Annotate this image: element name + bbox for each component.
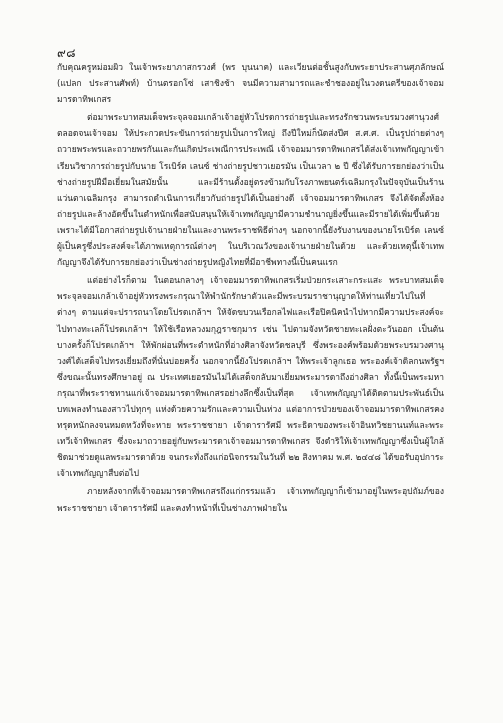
body-text <box>57 60 444 517</box>
paragraph-aftermath: ภายหลังจากที่เจ้าจอมมารดาทิพเกสรถึงแก่กรรมแล้ว เจ้าเทพกัญญาก็เข้ามาอยู่ในพระอุปถัมภ์ของพระราชชายา เจ้าดารารัศมี และคงทำหน้าที่เป็นช่างภาพฝ่ายใน <box>57 487 444 514</box>
paragraph-illness: แต่อย่างไรก็ตาม ในตอนกลางๆ เจ้าจอมมารดาทิพเกสรเริ่มป่วยกระเสาะกระแสะ พระบาทสมเด็จพระจุลจอมเกล้าเจ้าอยู่หัวทรงพระกรุณาให้พำนักรักษาตัวและมีพระบรมราชานุญาตให้ท่านเที่ยวไปในที่ต่างๆ ตามแต่จะปรารถนาโดยโปรดเกล้าฯ ให้จัดขบวนเรือกลไฟและเรือปิคนิคนำไปหากมีความประสงค์จะไปทางทะเลก็โปรดเกล้าฯ ให้ใช้เรือหลวงมกุฎราชกุมาร เช่น ไปตามจังหวัดชายทะเลฝั่งตะวันออก เป็นต้น บางครั้งก็โปรดเกล้าฯ ให้พักผ่อนที่พระตำหนักที่อ่างศิลาจังหวัดชลบุรี ซึ่งพระองค์พร้อมด้วยพระบรมวงศานุวงศ์ได้เสด็จไปทรงเยี่ยมถึงที่นั่นบ่อยครั้ง นอกจากนี้ยังโปรดเกล้าฯ ให้พระเจ้าลูกเธอ พระองค์เจ้าดิลกนพรัฐฯ ซึ่งขณะนั้นทรงศึกษาอยู่ ณ ประเทศเยอรมันไม่ได้เสด็จกลับมาเยี่ยมพระมารดาถึงอ่างศิลา ทั้งนี้เป็นพระมหากรุณาที่พระราชทานแก่เจ้าจอมมารดาทิพเกสรอย่างลึกซึ้งเป็นที่สุด เจ้าเทพกัญญาได้ติดตามประพันธ์เป็นบทเพลงทำนองสาวไปทุกๆ แห่งด้วยความรักและความเป็นห่วง แต่อาการป่วยของเจ้าจอมมารดาทิพเกสรคงทรุดหนักลงจนหมดหวังที่จะหาย พระราชชายา เจ้าดารารัศมี พระธิดาของพระเจ้าอินทวิชยานนท์และพระเทวีเจ้าทิพเกสร ซึ่งจะมาถวายอยู่กับพระมารดาเจ้าจอมมารดาทิพเกสร จึงดำริให้เจ้าเทพกัญญาซึ่งเป็นผู้ใกล้ชิดมาช่วยดูแลพระมารดาด้วย จนกระทั่งถึงแก่อนิจกรรมในวันที่ ๒๒ สิงหาคม พ.ศ. ๒๔๔๘ ได้ขอรับอุปการะเจ้าเทพกัญญาสืบต่อไป <box>57 276 444 480</box>
paragraph-continuation: กับคุณครูหม่อมผิว ในเจ้าพระยาภาสกรวงศ์ (พร บุนนาค) และเวียนต่อชั้นสูงกับพระยาประสานศุภลักษณ์ (แปลก ประสานศัพท์) บ้านตรอกโซ่ เสาชิงช้า จนมีความสามารถและชำชองอยู่ในวงดนตรีของเจ้าจอมมารดาทิพเกสร <box>57 63 444 106</box>
page-number: ๙๘ <box>57 46 77 60</box>
paragraph-photography: ต่อมาพระบาทสมเด็จพระจุลจอมเกล้าเจ้าอยู่หัวโปรดการถ่ายรูปและทรงรักชวนพระบรมวงศานุวงศ์ตลอดจนเจ้าจอม ให้ประกวดประขันการถ่ายรูปเป็นการใหญ่ ถึงปีใหม่ก็นัดส่งปีศ ส.ศ.ศ. เป็นรูปถ่ายต่างๆ ถวายพระพรและถวายพรกันและกันเกิดประเพณีการประเพณี เจ้าจอมมารดาทิพเกสรได้ส่งเจ้าเทพกัญญาเข้าเรียนวิชาการถ่ายรูปกับนาย โรเบิร์ต เลนซ์ ช่างถ่ายรูปชาวเยอรมัน เป็นเวลา ๒ ปี ซึ่งได้รับการยกย่องว่าเป็นช่างถ่ายรูปฝีมือเยี่ยมในสมัยนั้น และมีร้านตั้งอยู่ตรงข้ามกับโรงภาพยนตร์เฉลิมกรุงในปัจจุบันเป็นร้าน แว่นตาเฉลิมกรุง สามารถดำเนินการเกี่ยวกับถ่ายรูปได้เป็นอย่างดี เจ้าจอมมารดาทิพเกสร จึงได้จัดตั้งห้องถ่ายรูปและล้างอัดขึ้นในตำหนักเพื่อสนับสนุนให้เจ้าเทพกัญญามีความชำนาญยิ่งขึ้นและมีรายได้เพิ่มขึ้นด้วยเพราะได้มีโอกาสถ่ายรูปเจ้านายฝ่ายในและงานพระราชพิธีต่างๆ นอกจากนี้ยังรับงานของนายโรเบิร์ต เลนซ์ ผู้เป็นครูซึ่งประสงค์จะได้ภาพเหตุการณ์ต่างๆ ในบริเวณวังของเจ้านายฝ่ายในด้วย และด้วยเหตุนี้เจ้าเทพกัญญาจึงได้รับการยกย่องว่าเป็นช่างถ่ายรูปหญิงไทยที่มีอาชีพทางนี้เป็นคนแรก <box>57 113 444 269</box>
